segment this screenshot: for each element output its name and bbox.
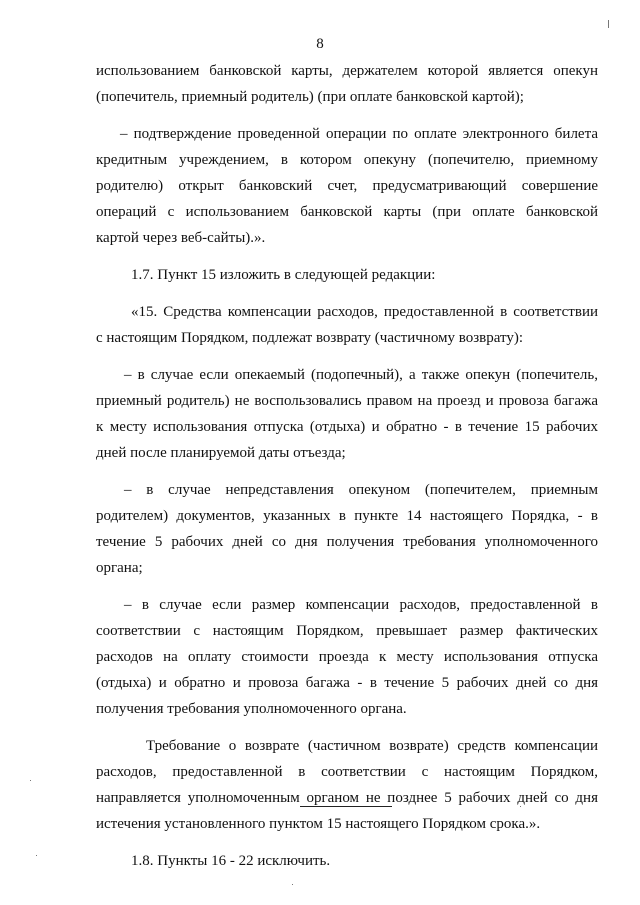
paragraph [96, 592, 598, 722]
paragraph-gap [96, 722, 598, 733]
text-line: – подтверждение проведенной операции по оплате электронного билета [120, 126, 598, 142]
text-line: 1.7. Пункт 15 изложить в следующей редакции: [131, 267, 436, 283]
text-line: течение 5 рабочих дней со дня получения требования уполномоченного [96, 534, 598, 550]
text-line: к месту использования отпуска (отдыха) и обратно - в течение 15 рабочих [96, 419, 598, 435]
text-line: родителем) документов, указанных в пункте 14 настоящего Порядка, - в [96, 508, 598, 524]
text-line: 1.8. Пункты 16 - 22 исключить. [131, 853, 331, 869]
text-line: приемный родитель) не воспользовались правом на проезд и провоза багажа [96, 393, 598, 409]
text-line: использованием банковской карты, держателем которой является опекун [96, 63, 598, 79]
text-line: родителю) открыт банковский счет, предусматривающий совершение [96, 178, 598, 194]
paragraph-gap [96, 351, 598, 362]
page-number: 8 [316, 36, 324, 52]
text-line: – в случае непредставления опекуном (попечителем, приемным [124, 482, 598, 498]
paragraph-gap [96, 837, 598, 848]
scan-speck [608, 20, 609, 28]
paragraph-gap [96, 466, 598, 477]
text-line: дней после планируемой даты отъезда; [96, 445, 346, 461]
paragraph [96, 733, 598, 837]
text-line: с настоящим Порядком, подлежат возврату (частичному возврату): [96, 330, 524, 346]
paragraph [96, 262, 598, 288]
text-line: получения требования уполномоченного органа. [96, 701, 407, 717]
text-line: соответствии с настоящим Порядком, превышает размер фактических [96, 623, 598, 639]
paragraph-gap [96, 581, 598, 592]
text-line: кредитным учреждением, в котором опекуну (попечителю, приемному [96, 152, 598, 168]
text-line: – в случае если размер компенсации расходов, предоставленной в [124, 597, 598, 613]
scan-speck [292, 884, 293, 885]
paragraph-gap [96, 251, 598, 262]
paragraph [96, 299, 598, 351]
text-line: расходов, предоставленной в соответствии с настоящим Порядком, [96, 764, 598, 780]
end-divider [300, 806, 392, 807]
text-line: (отдыха) и обратно и провоза багажа - в течение 5 рабочих дней со дня [96, 675, 598, 691]
text-line: операций с использованием банковской карты (при оплате банковской [96, 204, 598, 220]
paragraph [96, 58, 598, 110]
document-body [96, 58, 598, 874]
paragraph [96, 477, 598, 581]
text-line: – в случае если опекаемый (подопечный), а также опекун (попечитель, [124, 367, 598, 383]
text-line: истечения установленного пунктом 15 настоящего Порядком срока.». [96, 816, 541, 832]
paragraph [96, 121, 598, 251]
paragraph-gap [96, 288, 598, 299]
text-line: (попечитель, приемный родитель) (при оплате банковской картой); [96, 89, 524, 105]
text-line: расходов на оплату стоимости проезда к месту использования отпуска [96, 649, 598, 665]
text-line: Требование о возврате (частичном возврате) средств компенсации [146, 738, 598, 754]
scan-speck [36, 855, 37, 856]
text-line: направляется уполномоченным органом не позднее 5 рабочих дней со дня [96, 790, 598, 806]
text-line: «15. Средства компенсации расходов, предоставленной в соответствии [131, 304, 598, 320]
text-line: органа; [96, 560, 143, 576]
paragraph [96, 362, 598, 466]
scan-speck [520, 806, 521, 807]
paragraph-gap [96, 110, 598, 121]
scan-speck [30, 780, 31, 781]
paragraph [96, 848, 598, 874]
text-line: картой через веб-сайты).». [96, 230, 266, 246]
